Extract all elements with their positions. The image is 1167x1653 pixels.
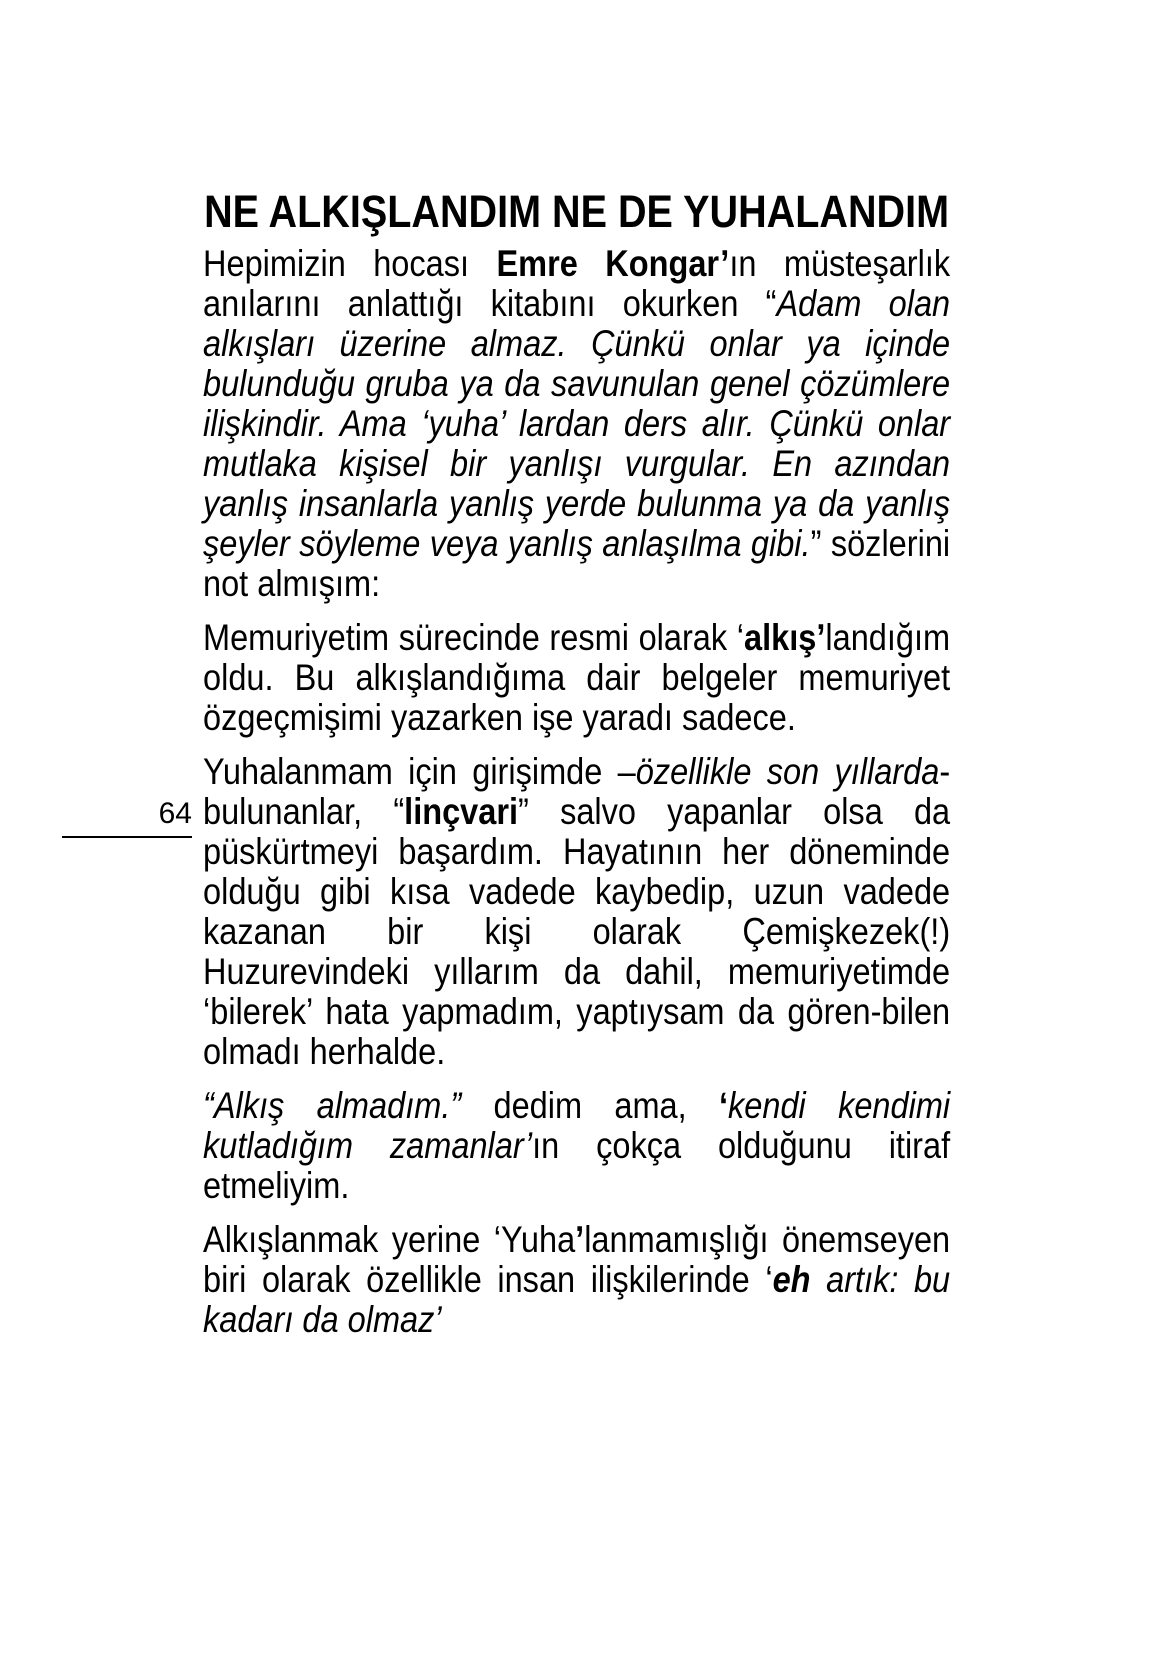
text-run: özellikle son yıllarda xyxy=(635,751,940,792)
paragraph-intro-kongar xyxy=(203,244,950,604)
text-run: alkış’ xyxy=(744,617,826,658)
text-run: landığım oldu. Bu alkışlandığıma dair belgeler memuriyet özgeçmişimi yazarken işe yaradı sadece. xyxy=(203,617,951,738)
text-run: Adam olan alkışları üzerine almaz. Çünkü onlar ya içinde bulunduğu gruba ya da savunulan genel çözümlere ilişkindir. Ama ‘yuha’ lardan ders alır. Çünkü onlar mutlaka kişisel bir yanlışı vurgular. En azından yanlış insanlarla yanlış yerde bulunma ya da yanlış şeyler söyleme veya yanlış anlaşılma gibi. xyxy=(203,283,951,564)
text-run: ” salvo yapanlar olsa da püskürtmeyi başardım. Hayatının her döneminde olduğu gibi kısa vadede kaybedip, uzun vadede kazanan bir kişi olarak Çemişkezek(!) Huzurevindeki yıllarım da dahil, memuriyetimde ‘bilerek’ hata yapmadım, yaptıysam da gören-bilen olmadı herhalde. xyxy=(203,791,951,1072)
text-run: Emre Kongar’ xyxy=(496,243,730,284)
text-run: ‘ xyxy=(718,1085,729,1126)
page-number: 64 xyxy=(158,797,192,830)
text-run: -bulunanlar, “ xyxy=(203,751,951,832)
text-run: linçvari xyxy=(404,791,519,832)
text-run: “Alkış almadım.” xyxy=(203,1085,462,1126)
page-title: NE ALKIŞLANDIM NE DE YUHALANDIM xyxy=(204,186,950,237)
text-run: artık: bu kadarı da olmaz’ xyxy=(203,1259,951,1340)
text-run: ’ xyxy=(575,1219,585,1260)
text-run: dedim ama, xyxy=(461,1085,719,1126)
paragraph-yuhalanma-lincvari xyxy=(203,752,950,1072)
text-column xyxy=(203,188,950,1340)
text-run: kendi kendimi kutladığım zamanlar’ xyxy=(203,1085,951,1166)
text-run: eh xyxy=(772,1259,811,1300)
text-run: Alkışlanmak yerine ‘Yuha xyxy=(203,1219,576,1260)
text-run: ın müsteşarlık anılarını anlattığı kitabını okurken “ xyxy=(203,243,951,324)
page-number-block xyxy=(62,797,192,838)
paragraph-memuriyet-alkis xyxy=(203,618,950,738)
paragraph-alkis-almadim xyxy=(203,1086,950,1206)
text-run: Hepimizin hocası xyxy=(203,243,497,284)
text-run: ın çokça olduğunu itiraf etmeliyim. xyxy=(203,1125,951,1206)
text-run: lanmamışlığı önemseyen biri olarak özellikle insan ilişkilerinde ‘ xyxy=(203,1219,951,1300)
text-run: ” sözlerini not almışım: xyxy=(203,523,951,604)
paragraph-alkislanmak-yerine xyxy=(203,1220,950,1340)
text-run: Yuhalanmam için girişimde – xyxy=(203,751,636,792)
text-run: Memuriyetim sürecinde resmi olarak ‘ xyxy=(203,617,745,658)
